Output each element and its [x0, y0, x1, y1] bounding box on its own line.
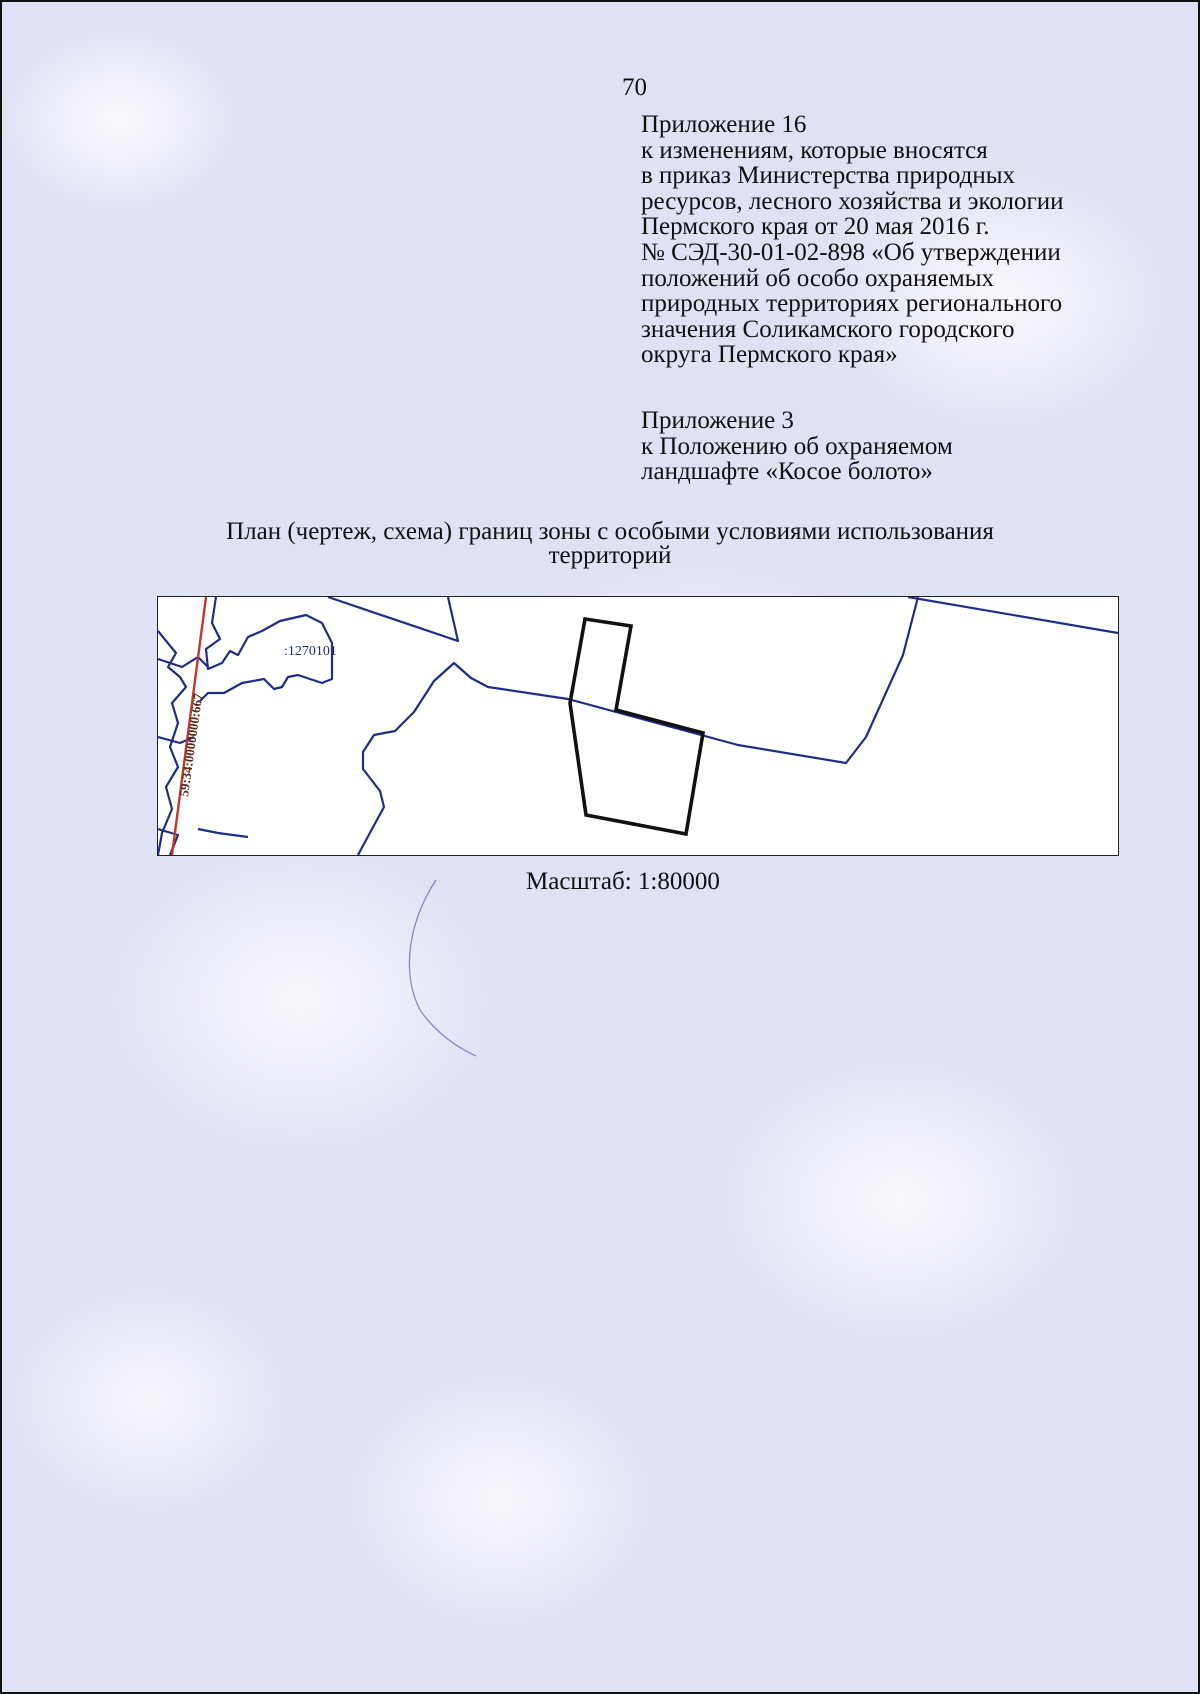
appendix-3-line: ландшафте «Косое болото» [641, 458, 933, 486]
appendix-16-line: к изменениям, которые вносятся [641, 136, 988, 164]
appendix-16-line: округа Пермского края» [641, 341, 898, 369]
page-number: 70 [622, 74, 647, 101]
plan-title [150, 520, 1070, 568]
appendix-16-line: Приложение 16 [641, 111, 807, 138]
appendix-16-line: значения Соликамского городского [641, 315, 1015, 343]
parcel-boundary [198, 829, 248, 837]
plan-title-line: территорий [548, 542, 672, 569]
boundary-map [157, 596, 1119, 856]
appendix-16-line: Пермского края от 20 мая 2016 г. [641, 213, 990, 241]
map-drawing [158, 597, 1118, 855]
zone-polygon [570, 619, 703, 834]
parcel-boundary [328, 597, 458, 641]
zone-boundary [570, 619, 703, 834]
parcel-boundary [158, 657, 208, 667]
cadastral-quarter-label: :1270101 [284, 644, 337, 659]
appendix-3-line: к Положению об охраняемом [641, 432, 953, 460]
parcel-lines [158, 597, 1118, 855]
appendix-16-block [641, 112, 1111, 368]
appendix-16-line: ресурсов, лесного хозяйства и экологии [641, 187, 1064, 215]
appendix-3-block [641, 408, 1111, 485]
appendix-16-line: в приказ Министерства природных [641, 162, 1016, 190]
pen-stroke-mark [400, 880, 490, 1060]
appendix-16-line: природных территориях регионального [641, 290, 1063, 318]
cadastral-parcel-label: 59:34:0000000:667 [176, 692, 206, 798]
appendix-3-line: Приложение 3 [641, 407, 794, 434]
appendix-16-line: положений об особо охраняемых [641, 264, 995, 292]
appendix-16-line: № СЭД-30-01-02-898 «Об утверждении [641, 238, 1061, 266]
plan-title-line: План (чертеж, схема) границ зоны с особыми условиями использования [226, 518, 994, 545]
map-scale: Масштаб: 1:80000 [526, 868, 720, 895]
parcel-boundary [908, 597, 1118, 633]
